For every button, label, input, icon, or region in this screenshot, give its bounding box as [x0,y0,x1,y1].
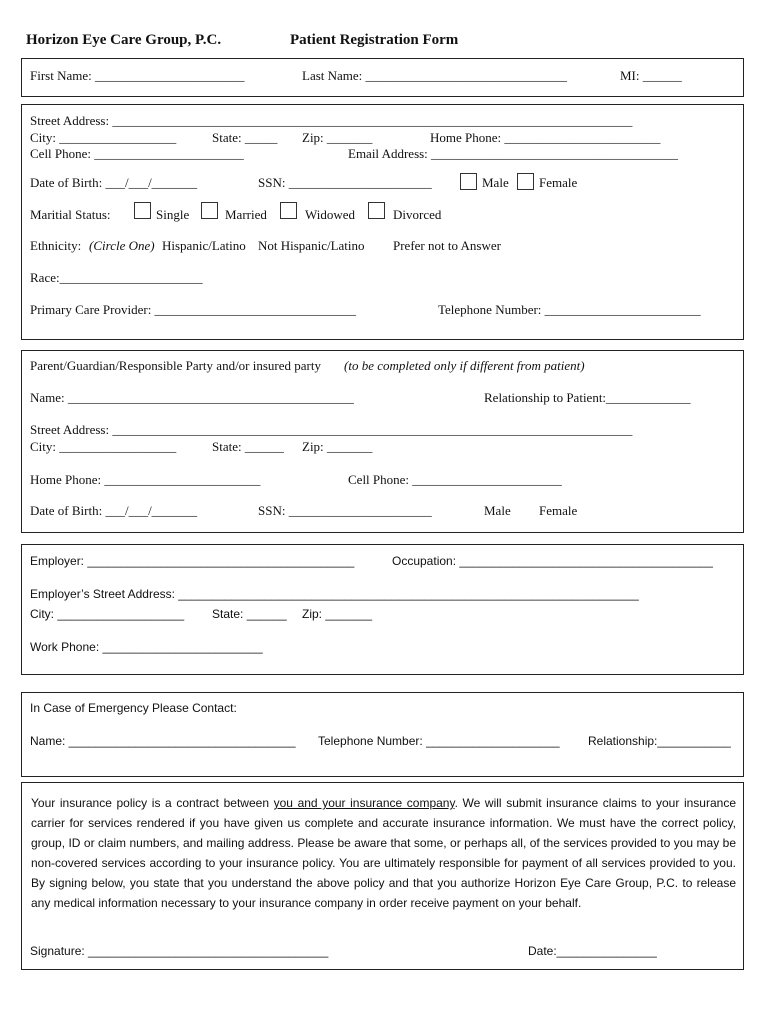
cell-phone-field[interactable]: Cell Phone: _______________________ [30,146,244,161]
first-name-field[interactable]: First Name: _______________________ [30,68,245,83]
city-field[interactable]: City: __________________ [30,130,177,145]
policy-text-underlined: you and your insurance company [273,796,455,810]
employer-zip-field[interactable]: Zip: _______ [302,607,373,621]
single-label: Single [156,207,190,222]
middle-initial-field[interactable]: MI: ______ [620,68,682,83]
home-phone-field[interactable]: Home Phone: ________________________ [430,130,661,145]
insurance-section [21,782,744,970]
dob-field[interactable]: Date of Birth: ___/___/_______ [30,175,198,190]
guardian-cell-phone-field[interactable]: Cell Phone: _______________________ [348,472,562,487]
primary-care-provider-field[interactable]: Primary Care Provider: _______________________________ [30,302,357,317]
insurance-policy-text [31,793,736,913]
work-phone-field[interactable]: Work Phone: ________________________ [30,640,263,654]
male-label: Male [482,175,509,190]
guardian-dob-field[interactable]: Date of Birth: ___/___/_______ [30,503,198,518]
guardian-home-phone-field[interactable]: Home Phone: ________________________ [30,472,261,487]
practice-name: Horizon Eye Care Group, P.C. [26,32,222,48]
guardian-heading-note: (to be completed only if different from patient) [344,358,585,373]
divorced-label: Divorced [393,207,442,222]
single-checkbox[interactable] [134,202,151,219]
employer-street-field[interactable]: Employer’s Street Address: _____________________________________________________________________ [30,587,639,601]
guardian-street-field[interactable]: Street Address: ________________________________________________________________________________ [30,422,633,437]
ethnicity-note: (Circle One) [89,238,155,253]
ethnicity-option-hispanic[interactable]: Hispanic/Latino [162,238,246,253]
guardian-state-field[interactable]: State: ______ [212,439,284,454]
pcp-telephone-field[interactable]: Telephone Number: ________________________ [438,302,701,317]
ssn-field[interactable]: SSN: ______________________ [258,175,432,190]
guardian-male-option[interactable]: Male [484,503,511,518]
emergency-phone-field[interactable]: Telephone Number: ____________________ [318,734,560,748]
last-name-field[interactable]: Last Name: _______________________________ [302,68,568,83]
marital-status-label: Maritial Status: [30,207,111,222]
state-field[interactable]: State: _____ [212,130,278,145]
employer-state-field[interactable]: State: ______ [212,607,287,621]
guardian-name-field[interactable]: Name: ____________________________________________ [30,390,354,405]
emergency-heading: In Case of Emergency Please Contact: [30,701,237,715]
widowed-checkbox[interactable] [280,202,297,219]
ethnicity-option-prefer-not[interactable]: Prefer not to Answer [393,238,501,253]
ethnicity-option-not-hispanic[interactable]: Not Hispanic/Latino [258,238,365,253]
zip-field[interactable]: Zip: _______ [302,130,373,145]
guardian-section [21,350,744,533]
female-label: Female [539,175,578,190]
guardian-city-field[interactable]: City: __________________ [30,439,177,454]
signature-field[interactable]: Signature: ____________________________________ [30,944,329,958]
guardian-zip-field[interactable]: Zip: _______ [302,439,373,454]
divorced-checkbox[interactable] [368,202,385,219]
email-field[interactable]: Email Address: ______________________________________ [348,146,679,161]
date-field[interactable]: Date:_______________ [528,944,657,958]
married-checkbox[interactable] [201,202,218,219]
widowed-label: Widowed [305,207,356,222]
emergency-name-field[interactable]: Name: __________________________________ [30,734,296,748]
employer-city-field[interactable]: City: ___________________ [30,607,185,621]
guardian-female-option[interactable]: Female [539,503,578,518]
emergency-section [21,692,744,777]
street-address-field[interactable]: Street Address: ________________________________________________________________________________ [30,113,633,128]
employer-field[interactable]: Employer: ________________________________________ [30,554,355,568]
patient-section [21,104,744,340]
emergency-relationship-field[interactable]: Relationship:___________ [588,734,731,748]
guardian-ssn-field[interactable]: SSN: ______________________ [258,503,432,518]
occupation-field[interactable]: Occupation: ______________________________________ [392,554,713,568]
ethnicity-label: Ethnicity: [30,238,82,253]
male-checkbox[interactable] [460,173,477,190]
female-checkbox[interactable] [517,173,534,190]
form-title: Patient Registration Form [290,32,459,48]
policy-text-rest: . We will submit insurance claims to your insurance carrier for services rendered if you have given us complete and accurate insurance information. We must have the correct policy, group, ID or claim numbers, and mailing address. Please be aware that some, or perhaps all, of the services provided to you may be non-covered services according to your insurance policy. You are ultimately responsible for payment of all services provided to you. By signing below, you state that you understand the above policy and that you authorize Horizon Eye Care Group, P.C. to release any medical information necessary to your insurance company in order receive payment on your behalf. [31,796,736,910]
guardian-relationship-field[interactable]: Relationship to Patient:_____________ [484,390,691,405]
married-label: Married [225,207,267,222]
employer-section [21,544,744,675]
race-field[interactable]: Race:______________________ [30,270,203,285]
policy-text-start: Your insurance policy is a contract between [31,796,274,810]
name-section [21,58,744,97]
guardian-heading: Parent/Guardian/Responsible Party and/or insured party [30,358,321,373]
